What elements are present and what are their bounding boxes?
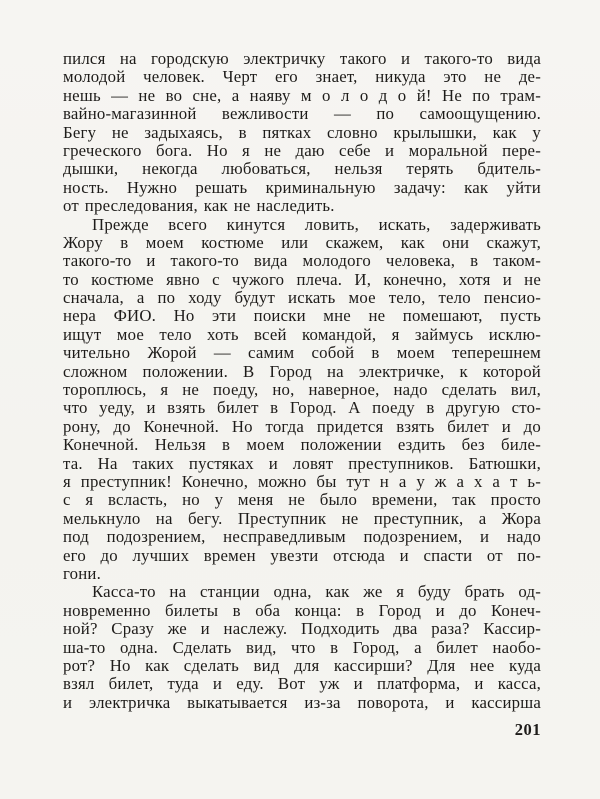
text-line: Конечной. Нельзя в моем положении ездить без биле- — [63, 436, 541, 455]
text-line: ищут мое тело хоть всей командой, я займусь исклю- — [63, 325, 541, 344]
text-line: Бегу не задыхаясь, в пятках словно крылышки, как у — [63, 123, 541, 142]
text-line: сложном положении. В Город на электричке, к которой — [63, 362, 541, 381]
text-line: ной? Сразу же и наслежу. Подходить два раза? Кассир- — [63, 620, 541, 639]
text-line: под подозрением, несправедливым подозрением, и надо — [63, 528, 541, 547]
text-line: что уеду, и взять билет в Город. А поеду в другую сто- — [63, 399, 541, 418]
text-line: я преступник! Конечно, можно бы тут н а у ж а х а т ь- — [63, 472, 541, 491]
text-line: греческого бога. Но я не даю себе и моральной пере- — [63, 141, 541, 160]
text-line: рот? Но как сделать вид для кассирши? Для нее куда — [63, 656, 541, 675]
text-line: рону, до Конечной. Но тогда придется взять билет и до — [63, 417, 541, 436]
text-line: сначала, а по ходу будут искать мое тело, тело пенсио- — [63, 289, 541, 308]
text-line: и электричка выкатывается из-за поворота, и кассирша — [63, 693, 541, 712]
text-line: то костюме явно с чужого плеча. И, конечно, хотя и не — [63, 270, 541, 289]
text-line: нера ФИО. Но эти поиски мне не помешают, пусть — [63, 307, 541, 326]
text-line: дышки, некогда любоваться, нельзя терять бдитель- — [63, 160, 541, 179]
text-line: от преследования, как не наследить. — [63, 197, 335, 216]
text-line: мелькнуло на бегу. Преступник не преступник, а Жора — [63, 509, 541, 528]
text-line: с я всласть, но у меня не было времени, так просто — [63, 491, 541, 510]
text-line: тороплюсь, я не поеду, но, наверное, надо сделать вил, — [63, 381, 541, 400]
text-line: Касса-то на станции одна, как же я буду брать од- — [92, 583, 541, 602]
text-line: пился на городскую электричку такого и такого-то вида — [63, 50, 541, 68]
text-line: гони. — [63, 564, 102, 583]
text-line: его до лучших времен увезти отсюда и спасти от по- — [63, 546, 541, 565]
text-line: Жору в моем костюме или скажем, как они скажут, — [63, 233, 541, 252]
text-line: ша-то одна. Сделать вид, что в Город, а билет наобо- — [63, 638, 541, 657]
text-line: такого-то и такого-то вида молодого человека, в таком- — [63, 252, 541, 271]
text-line: молодой человек. Черт его знает, никуда это не де- — [63, 68, 541, 87]
text-line: Прежде всего кинутся ловить, искать, задерживать — [92, 215, 541, 234]
text-line: вайно-магазинной вежливости — по самоощущению. — [63, 105, 541, 124]
text-line: та. На таких пустяках и ловят преступников. Батюшки, — [63, 454, 541, 473]
text-line: чительно Жорой — самим собой в моем теперешнем — [63, 344, 541, 363]
text-line: взял билет, туда и еду. Вот уж и платформа, и касса, — [63, 675, 541, 694]
page-text-block — [63, 50, 541, 712]
text-line: новременно билеты в оба конца: в Город и до Конеч- — [63, 601, 541, 620]
page-number: 201 — [514, 720, 541, 739]
text-line: нешь — не во сне, а наяву м о л о д о й! Не по трам- — [63, 86, 541, 105]
text-line: ность. Нужно решать криминальную задачу: как уйти — [63, 178, 541, 197]
